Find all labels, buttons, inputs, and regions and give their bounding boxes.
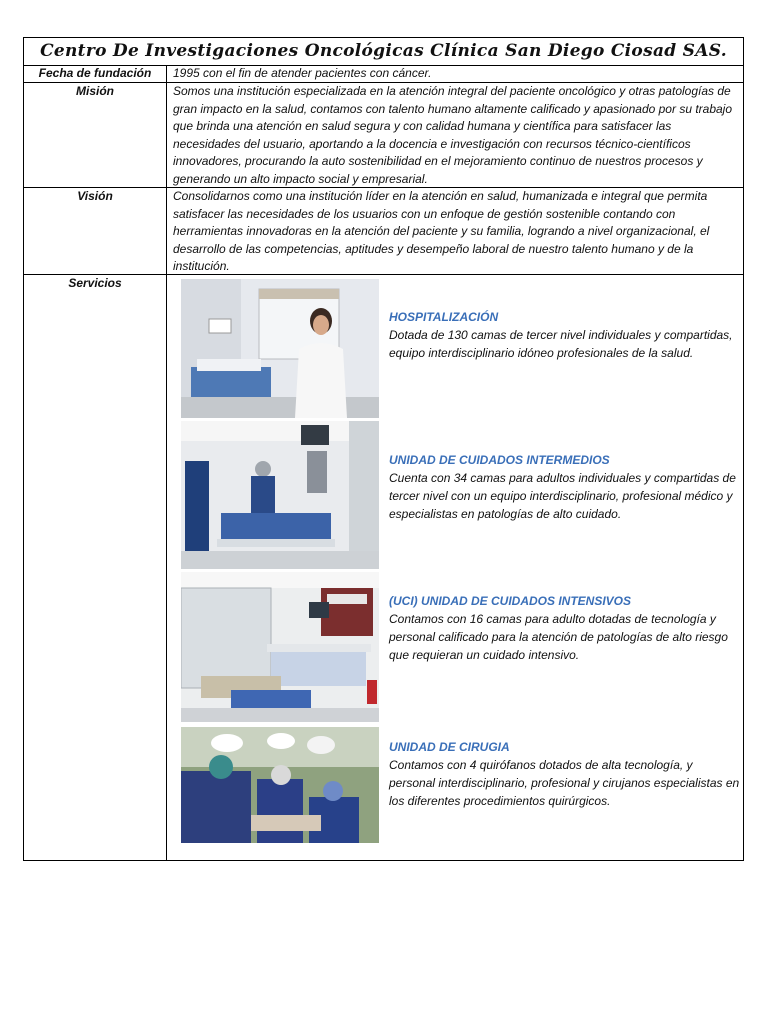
service-title: UNIDAD DE CUIDADOS INTERMEDIOS [389, 453, 610, 467]
founding-text: 1995 con el fin de atender pacientes con cáncer. [173, 66, 432, 80]
service-title: (UCI) UNIDAD DE CUIDADOS INTENSIVOS [389, 594, 632, 608]
service-description: Dotada de 130 camas de tercer nivel individuales y compartidas, equipo interdisciplinario idóneo profesionales de la salud. [389, 328, 733, 360]
service-item [389, 592, 741, 664]
intensive-care-photo [181, 572, 379, 722]
hospitalization-photo [181, 279, 379, 418]
service-item [389, 451, 741, 523]
service-description: Cuenta con 34 camas para adultos individuales y compartidas de tercer nivel con un equipo interdisciplinario, profesional médico y especialistas en patologías de alto cuidado. [389, 471, 736, 521]
founding-label: Fecha de fundación [38, 66, 152, 80]
service-item [389, 738, 741, 810]
mission-text: Somos una institución especializada en la atención integral del paciente oncológico y otras patologías de gran impacto en la salud, contamos con talento humano altamente calificado y apasionado por su trabajo que brinda una atención en salud segura y con calidad humana y científica para satisfacer las necesidades del usuario, aportando a la docencia e investigación con recursos técnico-científicos innovadores, procurando la auto sostenibilidad en el mejoramiento continuo de nuestros procesos y generando un alto impacto social y empresarial. [173, 84, 733, 186]
service-description: Contamos con 16 camas para adulto dotadas de tecnología y personal calificado para la atención de patologías de alto riesgo que requieran un cuidado intensivo. [389, 612, 728, 662]
column-divider [166, 65, 167, 860]
institution-info-table [23, 37, 744, 861]
service-title: HOSPITALIZACIÓN [389, 310, 499, 324]
vision-label: Visión [77, 189, 113, 203]
services-label: Servicios [68, 276, 122, 290]
intermediate-care-photo [181, 421, 379, 569]
service-description: Contamos con 4 quirófanos dotados de alta tecnología, y personal interdisciplinario, profesional y cirujanos especialistas en los diferentes procedimientos quirúrgicos. [389, 758, 740, 808]
document-title: Centro De Investigaciones Oncológicas Clínica San Diego Ciosad SAS. [24, 38, 743, 66]
service-title: UNIDAD DE CIRUGIA [389, 740, 510, 754]
surgery-unit-photo [181, 727, 379, 843]
vision-text: Consolidarnos como una institución líder en la atención en salud, humanizada e integral que permita satisfacer las necesidades de los usuarios con un enfoque de gestión sostenible contando con herramientas innovadoras en la atención del paciente y su familia, logrando a nivel organizacional, el desarrollo de las competencias, aptitudes y desempeño laboral de nuestro talento humano y de la institución. [173, 189, 710, 273]
service-item [389, 308, 741, 362]
mission-label: Misión [76, 84, 114, 98]
